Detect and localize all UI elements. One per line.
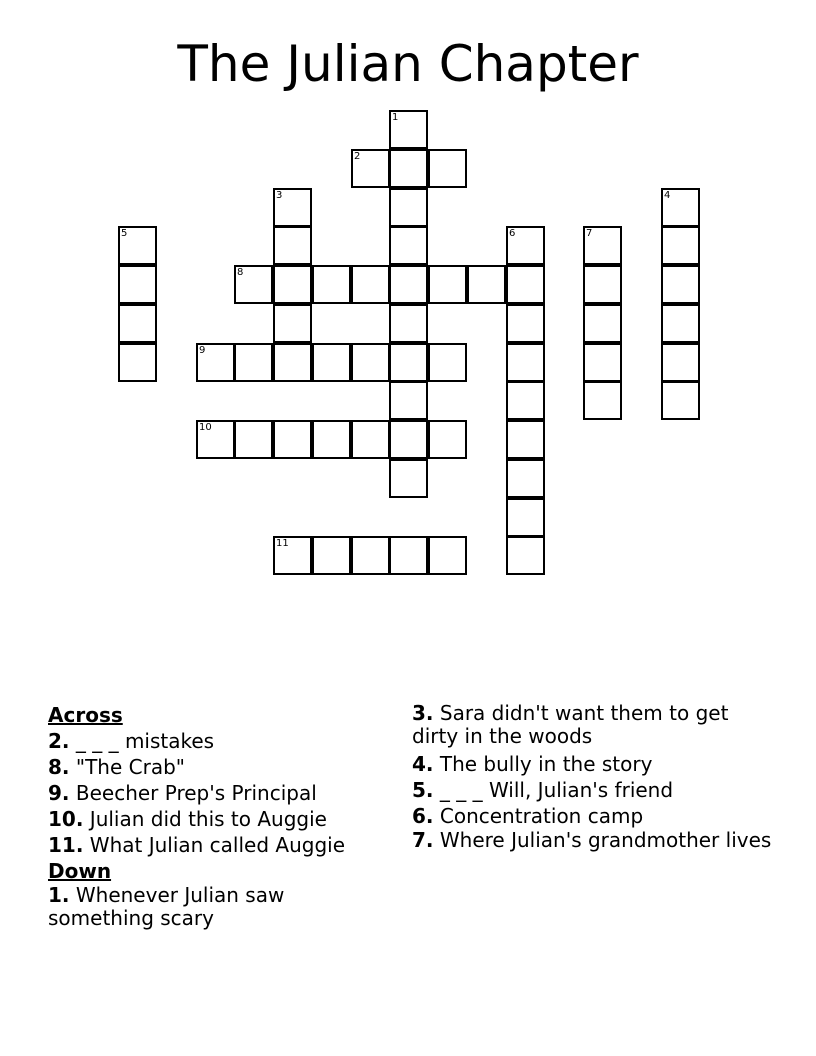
clue-item [48,728,388,754]
grid-cell[interactable] [389,536,428,575]
clue-item-number: 1. [48,883,70,907]
clue-number: 5 [121,228,128,239]
grid-cell[interactable] [389,188,428,227]
clue-item-number: 8. [48,755,70,779]
grid-cell[interactable] [583,343,622,382]
grid-cell[interactable] [351,149,390,188]
grid-cell[interactable] [428,536,467,575]
grid-cell[interactable] [506,420,545,459]
grid-cell[interactable] [351,536,390,575]
grid-cell[interactable] [661,343,700,382]
grid-cell[interactable] [506,498,545,537]
grid-cell[interactable] [428,420,467,459]
grid-cell[interactable] [428,265,467,304]
grid-cell[interactable] [351,420,390,459]
clue-item-text: The bully in the story [433,752,653,776]
grid-cell[interactable] [273,226,312,265]
grid-cell[interactable] [506,343,545,382]
clue-item-text: Sara didn't want them to get dirty in the woods [412,701,729,748]
grid-cell[interactable] [506,226,545,265]
clue-item [412,829,772,852]
clue-item [48,754,388,780]
puzzle-title: The Julian Chapter [177,35,639,93]
grid-cell[interactable] [583,226,622,265]
clue-item [48,884,388,930]
grid-cell[interactable] [273,304,312,343]
down-clue-list-right [412,702,772,852]
grid-cell[interactable] [196,420,235,459]
clue-item [412,777,772,803]
grid-cell[interactable] [273,420,312,459]
grid-cell[interactable] [389,420,428,459]
grid-cell[interactable] [273,265,312,304]
grid-cell[interactable] [661,304,700,343]
across-clue-list [48,728,388,858]
clue-item-text: Where Julian's grandmother lives [433,828,772,852]
grid-cell[interactable] [583,381,622,420]
grid-cell[interactable] [506,459,545,498]
grid-cell[interactable] [428,149,467,188]
clue-item-text: Concentration camp [433,804,644,828]
clue-number: 9 [199,345,206,356]
grid-cell[interactable] [506,536,545,575]
grid-cell[interactable] [661,188,700,227]
grid-cell[interactable] [273,188,312,227]
clue-item-number: 3. [412,701,434,725]
grid-cell[interactable] [118,226,157,265]
grid-cell[interactable] [389,381,428,420]
grid-cell[interactable] [583,265,622,304]
clues-left-column [48,702,388,933]
grid-cell[interactable] [389,343,428,382]
grid-cell[interactable] [273,343,312,382]
grid-cell[interactable] [506,304,545,343]
grid-cell[interactable] [234,420,273,459]
grid-cell[interactable] [583,304,622,343]
clue-number: 6 [509,228,516,239]
clue-item [48,832,388,858]
grid-cell[interactable] [312,265,351,304]
clue-item [48,806,388,832]
grid-cell[interactable] [273,536,312,575]
grid-cell[interactable] [234,265,273,304]
grid-cell[interactable] [118,304,157,343]
grid-cell[interactable] [661,381,700,420]
clue-item-number: 11. [48,833,84,857]
clue-item-text: Beecher Prep's Principal [69,781,317,805]
clue-item-text: _ _ _ Will, Julian's friend [433,778,674,802]
down-heading: Down [48,859,112,883]
grid-cell[interactable] [389,226,428,265]
clue-number: 4 [664,190,671,201]
clue-number: 11 [276,538,289,549]
clue-item-text: What Julian called Auggie [83,833,346,857]
clue-number: 3 [276,190,283,201]
grid-cell[interactable] [661,265,700,304]
down-clue-list-left [48,884,388,930]
grid-cell[interactable] [312,536,351,575]
clue-item-text: Whenever Julian saw something scary [48,883,285,930]
grid-cell[interactable] [467,265,506,304]
grid-cell[interactable] [312,420,351,459]
grid-cell[interactable] [506,381,545,420]
clue-number: 2 [354,151,361,162]
grid-cell[interactable] [389,304,428,343]
grid-cell[interactable] [196,343,235,382]
clue-item-number: 4. [412,752,434,776]
clue-item [48,780,388,806]
clue-item-number: 5. [412,778,434,802]
clue-item [412,751,772,777]
clue-item-text: "The Crab" [69,755,185,779]
clue-item-number: 7. [412,828,434,852]
clue-item-text: _ _ _ mistakes [69,729,215,753]
grid-cell[interactable] [351,343,390,382]
grid-cell[interactable] [506,265,545,304]
clue-item [412,702,772,748]
grid-cell[interactable] [118,343,157,382]
clue-item-text: Julian did this to Auggie [83,807,327,831]
clue-number: 8 [237,267,244,278]
clue-item-number: 10. [48,807,84,831]
grid-cell[interactable] [234,343,273,382]
clue-item-number: 9. [48,781,70,805]
grid-cell[interactable] [118,265,157,304]
grid-cell[interactable] [428,343,467,382]
clue-item-number: 6. [412,804,434,828]
across-heading: Across [48,703,123,727]
clue-item [412,803,772,829]
grid-cell[interactable] [661,226,700,265]
clue-number: 1 [392,112,399,123]
clue-number: 10 [199,422,212,433]
grid-cell[interactable] [312,343,351,382]
grid-cell[interactable] [389,110,428,149]
clue-number: 7 [586,228,593,239]
grid-cell[interactable] [389,149,428,188]
grid-cell[interactable] [389,265,428,304]
clue-item-number: 2. [48,729,70,753]
clues-right-column [412,702,772,855]
grid-cell[interactable] [389,459,428,498]
grid-cell[interactable] [351,265,390,304]
